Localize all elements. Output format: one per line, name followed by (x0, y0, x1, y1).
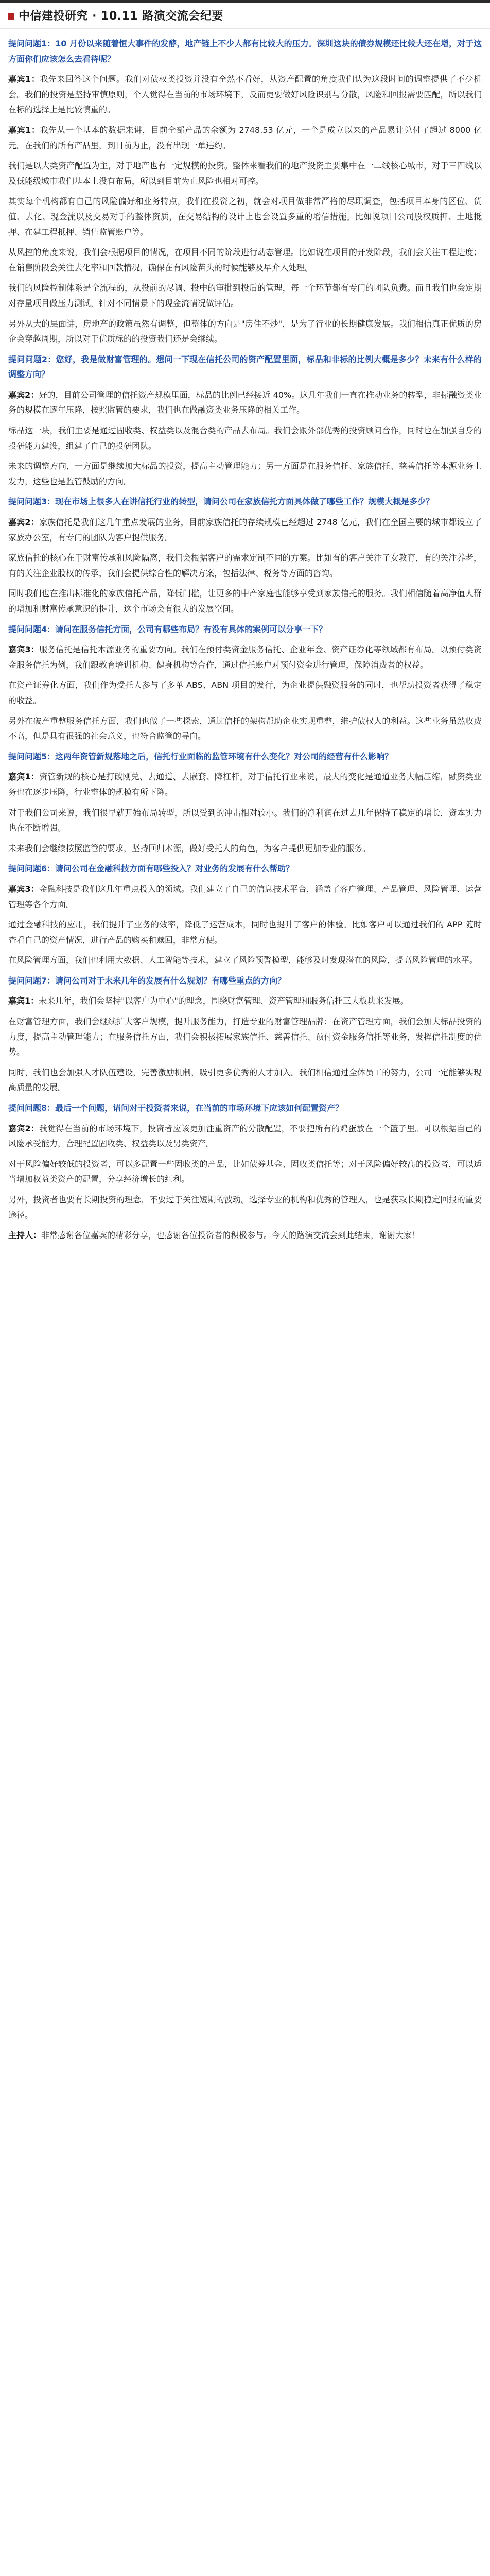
paragraph-text: 非常感谢各位嘉宾的精彩分享，也感谢各位投资者的积极参与。今天的路演交流会到此结束，谢谢大家！ (41, 1230, 421, 1241)
answer-paragraph (8, 805, 482, 836)
speaker-label: 嘉宾2： (8, 517, 39, 528)
answer-paragraph (8, 917, 482, 947)
question-paragraph (8, 861, 482, 876)
question-paragraph (8, 36, 482, 66)
speaker-label: 提问问题8： (8, 1103, 56, 1113)
answer-paragraph (8, 316, 482, 347)
paragraph-text: 我觉得在当前的市场环境下，投资者应该更加注重资产的分散配置，不要把所有的鸡蛋放在一个篮子里。可以根据自己的风险承受能力，合理配置固收类、权益类以及另类资产。 (8, 1123, 482, 1149)
answer-paragraph (8, 459, 482, 489)
speaker-label: 提问问题3： (8, 497, 56, 507)
question-paragraph (8, 494, 482, 510)
speaker-label: 嘉宾3： (8, 884, 40, 894)
paragraph-text: 对于风险偏好较低的投资者，可以多配置一些固收类的产品，比如债券基金、固收类信托等；对于风险偏好较高的投资者，可以适当增加权益类资产的配置，分享经济增长的红利。 (8, 1159, 482, 1184)
paragraph-text: 通过金融科技的应用，我们提升了业务的效率，降低了运营成本，同时也提升了客户的体验。比如客户可以通过我们的 APP 随时查看自己的资产情况，进行产品的购买和赎回，非常方便。 (8, 920, 482, 945)
question-paragraph (8, 352, 482, 382)
answer-paragraph (8, 1228, 482, 1243)
answer-paragraph (8, 158, 482, 189)
paragraph-text: 未来我们会继续按照监管的要求，坚持回归本源，做好受托人的角色，为客户提供更加专业的服务。 (8, 843, 371, 853)
paragraph-text: 同时我们也在推出标准化的家族信托产品，降低门槛，让更多的中产家庭也能够享受到家族信托的服务。我们相信随着高净值人群的增加和财富传承意识的提升，这个市场会有很大的发展空间。 (8, 588, 482, 614)
paragraph-text: 家族信托是我们这几年重点发展的业务，目前家族信托的存续规模已经超过 2748 亿元，我们在全国主要的城市都设立了家族办公室，有专门的团队为客户提供服务。 (8, 517, 482, 543)
document-title-text: 中信建投研究 · 10.11 路演交流会纪要 (19, 10, 223, 23)
paragraph-text: 现在市场上很多人在讲信托行业的转型，请问公司在家族信托方面具体做了哪些工作？规模大概是多少？ (55, 497, 434, 507)
paragraph-text: 对于我们公司来说，我们很早就开始布局转型，所以受到的冲击相对较小。我们的净利润在过去几年保持了稳定的增长，资本实力也在不断增强。 (8, 807, 482, 833)
paragraph-text: 我先来回答这个问题。我们对债权类投资并没有全然不看好，从资产配置的角度我们认为这段时间的调整提供了不少机会。我们的投资是坚持审慎原则，个人觉得在当前的市场环境下，反而更要做好风险识别与分散，风险和回报需要匹配，所以我们在标的选择上是比较慎重的。 (8, 74, 482, 115)
answer-paragraph (8, 280, 482, 311)
paragraph-text: 从风控的角度来说，我们会根据项目的情况，在项目不同的阶段进行动态管理。比如说在项目的开发阶段，我们会关注工程进度；在销售阶段会关注去化率和回款情况，确保在有风险苗头的时候能够及早介入处理。 (8, 247, 482, 273)
speaker-label: 嘉宾1： (8, 125, 40, 135)
paragraph-text: 请问公司在金融科技方面有哪些投入？对业务的发展有什么帮助？ (55, 863, 294, 874)
answer-paragraph (8, 423, 482, 453)
answer-paragraph (8, 1192, 482, 1223)
paragraph-text: 金融科技是我们这几年重点投入的领域。我们建立了自己的信息技术平台，涵盖了客户管理、产品管理、风险管理、运营管理等各个方面。 (8, 884, 482, 909)
paragraph-text: 另外在破产重整服务信托方面，我们也做了一些探索，通过信托的架构帮助企业实现重整，维护债权人的利益。这些业务虽然收费不高，但是具有很强的社会意义，也符合监管的导向。 (8, 716, 482, 741)
answer-paragraph (8, 245, 482, 275)
paragraph-text: 请问在服务信托方面，公司有哪些布局？有没有具体的案例可以分享一下？ (55, 624, 327, 634)
paragraph-text: 好的，目前公司管理的信托资产规模里面，标品的比例已经接近 40%。这几年我们一直在推动业务的转型，非标融资类业务的规模在逐年压降，按照监管的要求，我们也在做融资类业务压降的相关工作。 (8, 389, 482, 415)
answer-paragraph (8, 1014, 482, 1060)
question-paragraph (8, 622, 482, 637)
paragraph-text: 另外，投资者也要有长期投资的理念，不要过于关注短期的波动。选择专业的机构和优秀的管理人，也是获取长期稳定回报的重要途径。 (8, 1195, 482, 1220)
paragraph-text: 这两年资管新规落地之后，信托行业面临的监管环境有什么变化？对公司的经营有什么影响？ (55, 751, 393, 761)
paragraph-text: 我们是以大类资产配置为主，对于地产也有一定规模的投资。整体来看我们的地产投资主要集中在一二线核心城市，对于三四线以及低能级城市我们基本上没有布局，所以到目前为止风险也相对可控。 (8, 161, 482, 186)
answer-paragraph (8, 769, 482, 800)
speaker-label: 嘉宾1： (8, 74, 40, 84)
paragraph-text: 您好，我是做财富管理的。想问一下现在信托公司的资产配置里面，标品和非标的比例大概是多少？未来有什么样的调整方向？ (8, 354, 482, 380)
paragraph-text: 未来的调整方向，一方面是继续加大标品的投资，提高主动管理能力；另一方面是在服务信托、家族信托、慈善信托等本源业务上发力，这些也是监管鼓励的方向。 (8, 461, 482, 486)
answer-paragraph (8, 993, 482, 1009)
speaker-label: 提问问题4： (8, 624, 56, 634)
speaker-label: 提问问题5： (8, 751, 56, 761)
paragraph-text: 同时，我们也会加强人才队伍建设，完善激励机制，吸引更多优秀的人才加入。我们相信通过全体员工的努力，公司一定能够实现高质量的发展。 (8, 1067, 482, 1093)
paragraph-text: 我先从一个基本的数据来讲，目前全部产品的余额为 2748.53 亿元，一个是成立以来的产品累计兑付了超过 8000 亿元。在我们的所有产品里，到目前为止，没有出现一单违约。 (8, 125, 482, 150)
answer-paragraph (8, 123, 482, 153)
document-header (0, 3, 490, 29)
paragraph-text: 未来几年，我们会坚持"以客户为中心"的理念，围绕财富管理、资产管理和服务信托三大板块来发展。 (39, 996, 409, 1006)
speaker-label: 提问问题7： (8, 975, 56, 986)
answer-paragraph (8, 387, 482, 418)
speaker-label: 主持人： (8, 1230, 42, 1241)
answer-paragraph (8, 1157, 482, 1187)
answer-paragraph (8, 1065, 482, 1095)
paragraph-text: 资管新规的核心是打破刚兑、去通道、去嵌套、降杠杆。对于信托行业来说，最大的变化是通道业务大幅压缩，融资类业务也在逐步压降，行业整体的规模有所下降。 (8, 772, 482, 797)
speaker-label: 嘉宾2： (8, 1123, 40, 1133)
speaker-label: 嘉宾3： (8, 645, 40, 655)
speaker-label: 嘉宾1： (8, 996, 39, 1006)
paragraph-text: 最后一个问题，请问对于投资者来说，在当前的市场环境下应该如何配置资产？ (55, 1103, 344, 1113)
paragraph-text: 家族信托的核心在于财富传承和风险隔离，我们会根据客户的需求定制不同的方案。比如有的客户关注子女教育，有的关注养老，有的关注企业股权的传承，我们会提供综合性的解决方案，包括法律、税务等方面的咨询。 (8, 553, 482, 578)
paragraph-text: 其实每个机构都有自己的风险偏好和业务特点，我们在投资之初，就会对项目做非常严格的尽职调查，包括项目本身的区位、货值、去化、现金流以及交易对手的整体资质，在交易结构的设计上也会设置多重的增信措施。比如说项目公司股权质押、土地抵押、在建工程抵押、销售监管账户等。 (8, 196, 482, 237)
paragraph-text: 服务信托是信托本源业务的重要方向。我们在预付类资金服务信托、企业年金、资产证券化等领域都有布局。以预付类资金服务信托为例，我们跟教育培训机构、健身机构等合作，通过信托账户对预付资金进行管理，保障消费者的权益。 (8, 645, 482, 670)
answer-paragraph (8, 953, 482, 968)
answer-paragraph (8, 882, 482, 912)
answer-paragraph (8, 841, 482, 856)
paragraph-text: 在财富管理方面，我们会继续扩大客户规模，提升服务能力，打造专业的财富管理品牌；在资产管理方面，我们会加大标品投资的力度，提高主动管理能力；在服务信托方面，我们会积极拓展家族信托、慈善信托、预付资金服务信托等业务，发挥信托制度的优势。 (8, 1016, 482, 1057)
speaker-label: 提问问题1： (8, 39, 56, 48)
answer-paragraph (8, 642, 482, 672)
answer-paragraph (8, 515, 482, 545)
speaker-label: 提问问题2： (8, 354, 56, 364)
paragraph-text: 标品这一块，我们主要是通过固收类、权益类以及混合类的产品去布局。我们会跟外部优秀的投资顾问合作，同时也在加强自身的投研能力建设，组建了自己的投研团队。 (8, 426, 482, 451)
paragraph-text: 请问公司对于未来几年的发展有什么规划？有哪些重点的方向？ (55, 975, 286, 986)
speaker-label: 嘉宾2： (8, 389, 39, 400)
answer-paragraph (8, 550, 482, 581)
answer-paragraph (8, 194, 482, 240)
paragraph-text: 10 月份以来随着恒大事件的发酵，地产链上不少人都有比较大的压力。深圳这块的债券规模还比较大还在增，对于这方面你们应该怎么去看待呢？ (8, 39, 482, 64)
answer-paragraph (8, 1121, 482, 1151)
speaker-label: 提问问题6： (8, 863, 56, 874)
question-paragraph (8, 1100, 482, 1116)
question-paragraph (8, 973, 482, 989)
answer-paragraph (8, 677, 482, 708)
paragraph-text: 在风险管理方面，我们也利用大数据、人工智能等技术，建立了风险预警模型，能够及时发现潜在的风险，提高风险管理的水平。 (8, 955, 478, 965)
document-body (0, 29, 490, 1243)
answer-paragraph (8, 714, 482, 744)
document-title (8, 7, 482, 23)
paragraph-text: 在资产证券化方面，我们作为受托人参与了多单 ABS、ABN 项目的发行，为企业提供融资服务的同时，也帮助投资者获得了稳定的收益。 (8, 680, 482, 705)
question-paragraph (8, 749, 482, 765)
answer-paragraph (8, 72, 482, 117)
speaker-label: 嘉宾1： (8, 772, 40, 782)
paragraph-text: 我们的风险控制体系是全流程的，从投前的尽调、投中的审批到投后的管理，每一个环节都有专门的团队负责。而且我们也会定期对存量项目做压力测试，针对不同情景下的现金流情况做评估。 (8, 283, 482, 308)
answer-paragraph (8, 586, 482, 616)
paragraph-text: 另外从大的层面讲，房地产的政策虽然有调整，但整体的方向是"房住不炒"，是为了行业的长期健康发展。我们相信真正优质的房企会穿越周期，所以对于优质标的的投资我们还是会继续。 (8, 318, 482, 344)
title-marker-icon (8, 13, 14, 20)
